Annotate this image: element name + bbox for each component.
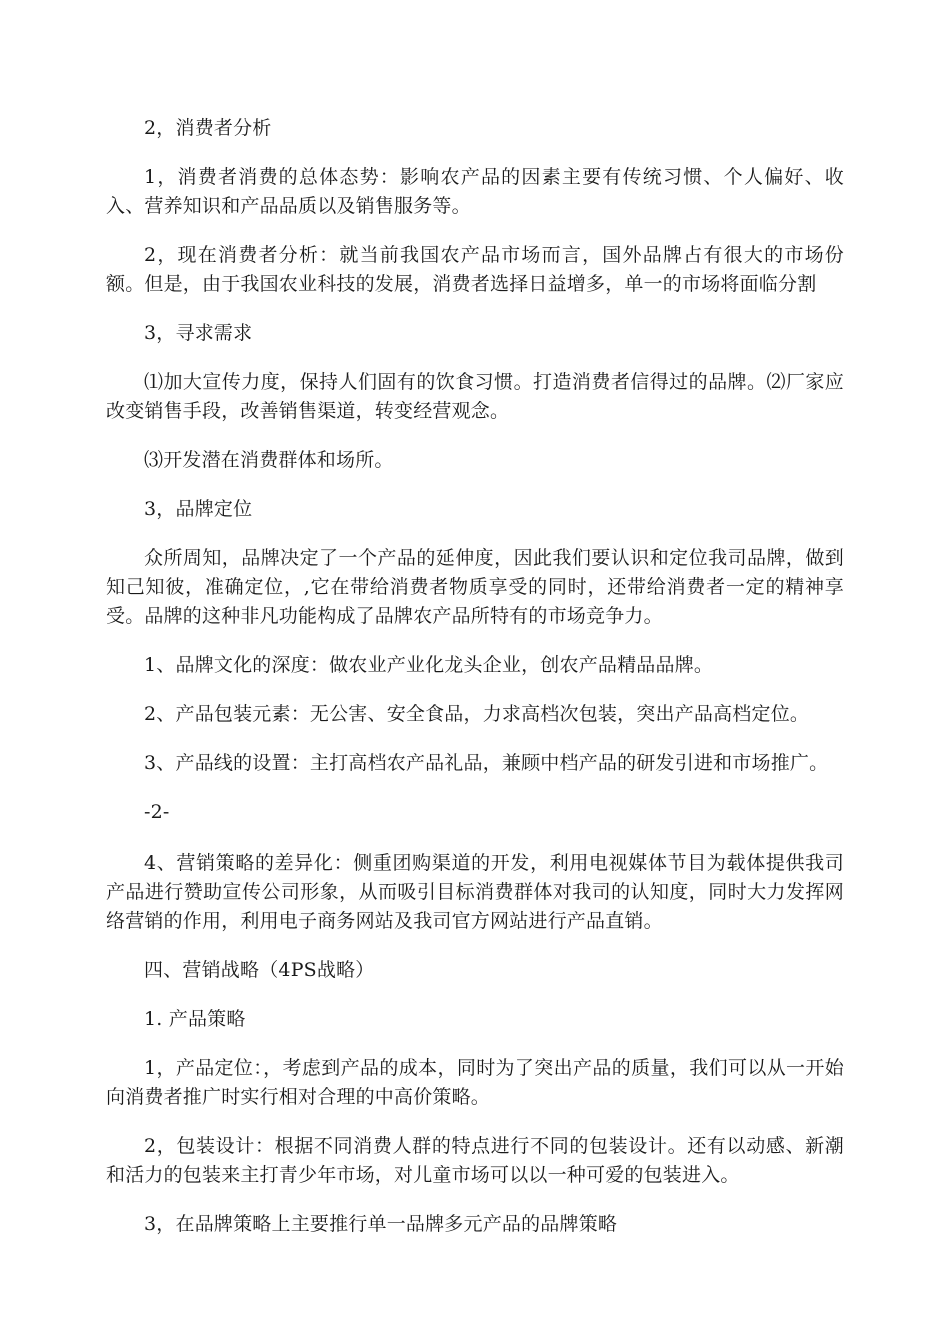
- document-body: [106, 114, 844, 1259]
- paragraph-demand-items-1-2: ⑴加大宣传力度，保持人们固有的饮食习惯。打造消费者信得过的品牌。⑵厂家应改变销售手段，改善销售渠道，转变经营观念。: [106, 371, 844, 422]
- paragraph-consumption-trend: 1，消费者消费的总体态势：影响农产品的因素主要有传统习惯、个人偏好、收入、营养知识和产品品质以及销售服务等。: [106, 166, 844, 217]
- paragraph-brand-strategy: 3，在品牌策略上主要推行单一品牌多元产品的品牌策略: [144, 1213, 618, 1235]
- paragraph-packaging-design: 2，包装设计：根据不同消费人群的特点进行不同的包装设计。还有以动感、新潮和活力的包装来主打青少年市场，对儿童市场可以以一种可爱的包装进入。: [106, 1135, 844, 1186]
- paragraph-brand-positioning: 众所周知，品牌决定了一个产品的延伸度，因此我们要认识和定位我司品牌，做到知己知彼，准确定位，,它在带给消费者物质享受的同时，还带给消费者一定的精神享受。品牌的这种非凡功能构成了品牌农产品所特有的市场竞争力。: [106, 547, 844, 627]
- section-heading-product-strategy: 1. 产品策略: [144, 1008, 246, 1030]
- section-heading-consumer-analysis: 2，消费者分析: [144, 117, 272, 139]
- paragraph-demand-item-3: ⑶开发潜在消费群体和场所。: [144, 449, 394, 471]
- paragraph-product-positioning: 1，产品定位：，考虑到产品的成本，同时为了突出产品的质量，我们可以从一开始向消费者推广时实行相对合理的中高价策略。: [106, 1057, 844, 1108]
- paragraph-packaging-elements: 2、产品包装元素：无公害、安全食品，力求高档次包装，突出产品高档定位。: [144, 703, 810, 725]
- section-heading-seek-demand: 3，寻求需求: [144, 322, 253, 344]
- section-heading-brand-positioning: 3，品牌定位: [144, 498, 253, 520]
- paragraph-product-line: 3、产品线的设置：主打高档农产品礼品，兼顾中档产品的研发引进和市场推广。: [144, 752, 829, 774]
- paragraph-brand-culture: 1、品牌文化的深度：做农业产业化龙头企业，创农产品精品品牌。: [144, 654, 714, 676]
- page-number: -2-: [144, 801, 170, 823]
- section-heading-marketing-strategy: 四、营销战略（4PS战略）: [144, 959, 375, 981]
- paragraph-current-consumer-analysis: 2，现在消费者分析：就当前我国农产品市场而言，国外品牌占有很大的市场份额。但是，由于我国农业科技的发展，消费者选择日益增多，单一的市场将面临分割: [106, 244, 844, 295]
- paragraph-marketing-differentiation: 4、营销策略的差异化：侧重团购渠道的开发，利用电视媒体节目为载体提供我司产品进行赞助宣传公司形象，从而吸引目标消费群体对我司的认知度，同时大力发挥网络营销的作用，利用电子商务网站及我司官方网站进行产品直销。: [106, 852, 844, 932]
